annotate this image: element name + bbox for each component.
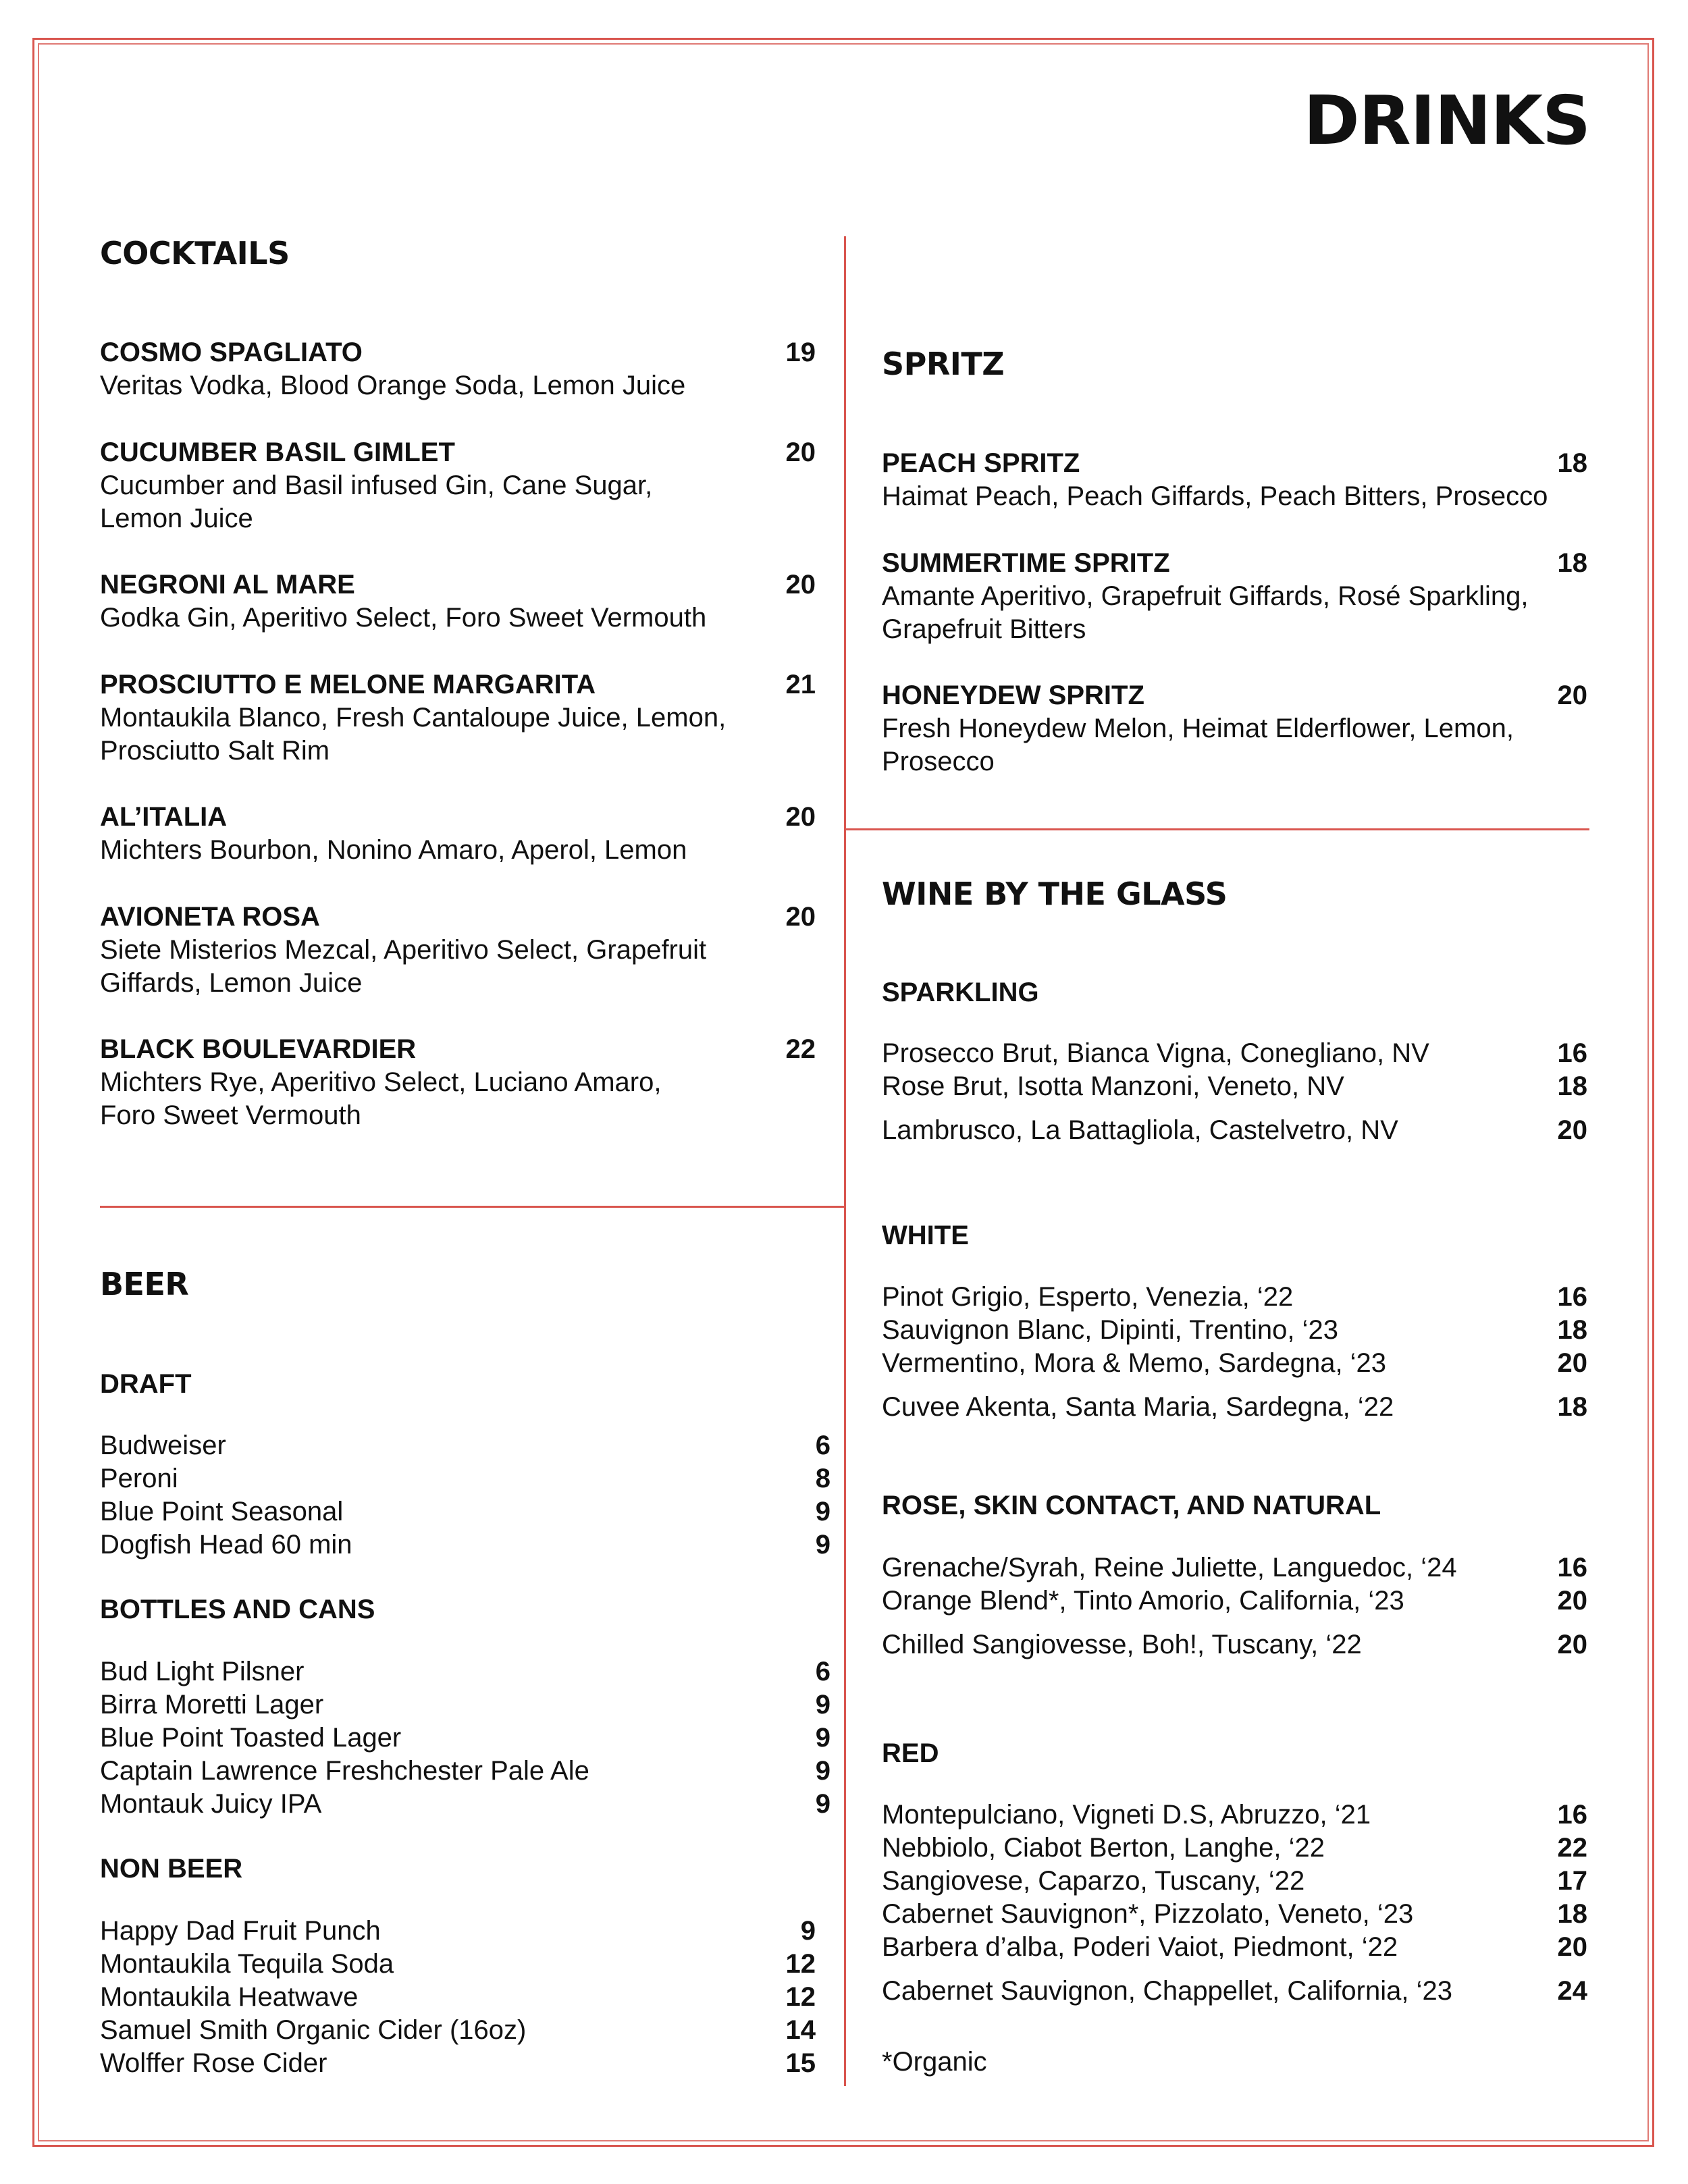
item-name: CUCUMBER BASIL GIMLET [100,437,455,467]
item-name: Birra Moretti Lager [100,1690,324,1720]
menu-item [882,547,1587,646]
item-name: Dogfish Head 60 min [100,1530,352,1560]
list-item [100,1915,816,1948]
item-price: 9 [815,1690,830,1720]
item-name: Bud Light Pilsner [100,1657,305,1686]
non-beer-list [100,1915,816,2080]
item-price: 20 [785,570,816,600]
item-price: 8 [815,1464,830,1493]
wine-heading: WINE BY THE GLASS [882,876,1228,912]
item-price: 9 [800,1916,816,1946]
item-name: Cabernet Sauvignon, Chappellet, California, ‘23 [882,1976,1452,2006]
item-price: 16 [1557,1800,1587,1830]
list-item [882,1070,1587,1103]
list-item [100,1788,830,1821]
item-name: Peroni [100,1464,178,1493]
list-item [882,1037,1587,1070]
list-item [100,1655,830,1688]
item-price: 9 [815,1756,830,1786]
bottles-subheading: BOTTLES AND CANS [100,1595,375,1624]
item-description: Michters Bourbon, Nonino Amaro, Aperol, Lemon [100,835,687,865]
item-name: AVIONETA ROSA [100,902,320,932]
menu-item [100,436,816,535]
item-price: 18 [1557,1071,1587,1101]
item-name: Happy Dad Fruit Punch [100,1916,381,1946]
item-price: 20 [1557,1630,1587,1659]
list-item [882,1931,1587,1964]
page-title: DRINKS [1303,81,1590,160]
item-name: Rose Brut, Isotta Manzoni, Veneto, NV [882,1071,1344,1101]
item-price: 16 [1557,1282,1587,1312]
white-subheading: WHITE [882,1221,969,1250]
item-price: 20 [1557,1932,1587,1962]
item-price: 9 [815,1497,830,1526]
rose-subheading: ROSE, SKIN CONTACT, AND NATURAL [882,1491,1381,1520]
list-item [882,1114,1587,1147]
left-column [100,0,830,2184]
item-name: Barbera d’alba, Poderi Vaiot, Piedmont, ‘22 [882,1932,1398,1962]
list-item [100,1429,830,1462]
item-name: SUMMERTIME SPRITZ [882,548,1170,578]
item-name: HONEYDEW SPRITZ [882,681,1144,710]
list-item [882,1314,1587,1347]
list-item [100,1981,816,2014]
item-name: PROSCIUTTO E MELONE MARGARITA [100,670,596,699]
item-description: Amante Aperitivo, Grapefruit Giffards, Rosé Sparkling, Grapefruit Bitters [882,581,1529,644]
item-price: 18 [1557,548,1587,578]
item-name: Samuel Smith Organic Cider (16oz) [100,2015,527,2045]
item-price: 18 [1557,1315,1587,1345]
item-description: Veritas Vodka, Blood Orange Soda, Lemon Juice [100,371,686,400]
item-name: Blue Point Toasted Lager [100,1723,402,1753]
item-name: Budweiser [100,1431,226,1460]
item-name: Chilled Sangiovesse, Boh!, Tuscany, ‘22 [882,1630,1362,1659]
menu-item [100,1033,816,1132]
item-description: Michters Rye, Aperitivo Select, Luciano Amaro, Foro Sweet Vermouth [100,1067,662,1130]
item-name: Nebbiolo, Ciabot Berton, Langhe, ‘22 [882,1833,1325,1863]
item-price: 18 [1557,1899,1587,1929]
rose-list [882,1551,1587,1661]
list-item [100,1495,830,1528]
item-name: NEGRONI AL MARE [100,570,355,600]
red-subheading: RED [882,1738,939,1768]
item-name: Cuvee Akenta, Santa Maria, Sardegna, ‘22 [882,1392,1394,1422]
list-item [100,1755,830,1788]
item-description: Godka Gin, Aperitivo Select, Foro Sweet Vermouth [100,603,707,633]
list-item [882,1347,1587,1380]
list-item [100,2047,816,2080]
item-price: 24 [1557,1976,1587,2006]
menu-item [100,901,816,1000]
spritz-heading: SPRITZ [882,346,1005,382]
item-name: Sangiovese, Caparzo, Tuscany, ‘22 [882,1866,1305,1896]
list-item [100,1528,830,1562]
draft-subheading: DRAFT [100,1369,192,1399]
list-item [882,1281,1587,1314]
item-price: 20 [785,902,816,932]
non-beer-subheading: NON BEER [100,1854,243,1884]
item-name: COSMO SPAGLIATO [100,338,363,367]
list-item [882,1628,1587,1661]
item-name: Captain Lawrence Freshchester Pale Ale [100,1756,589,1786]
menu-item [882,679,1587,778]
item-price: 14 [785,2015,816,2045]
item-description: Fresh Honeydew Melon, Heimat Elderflower, Lemon, Prosecco [882,714,1514,776]
sparkling-subheading: SPARKLING [882,978,1039,1007]
list-item [100,1722,830,1755]
item-name: Wolffer Rose Cider [100,2048,327,2078]
item-name: AL’ITALIA [100,802,228,832]
item-price: 12 [785,1949,816,1979]
item-price: 18 [1557,1392,1587,1422]
item-price: 22 [1557,1833,1587,1863]
item-name: Orange Blend*, Tinto Amorio, California, ‘23 [882,1586,1404,1616]
item-price: 9 [815,1530,830,1560]
item-price: 20 [1557,1348,1587,1378]
item-description: Cucumber and Basil infused Gin, Cane Sugar, Lemon Juice [100,471,653,533]
item-name: Grenache/Syrah, Reine Juliette, Languedoc, ‘24 [882,1553,1457,1582]
item-description: Siete Misterios Mezcal, Aperitivo Select, Grapefruit Giffards, Lemon Juice [100,935,707,998]
item-price: 18 [1557,448,1587,478]
item-name: Prosecco Brut, Bianca Vigna, Conegliano, NV [882,1038,1429,1068]
item-price: 9 [815,1789,830,1819]
beer-heading: BEER [100,1266,189,1302]
list-item [882,1551,1587,1584]
menu-item [100,668,816,768]
item-description: Haimat Peach, Peach Giffards, Peach Bitters, Prosecco [882,481,1548,511]
list-item [882,1865,1587,1898]
white-list [882,1281,1587,1424]
item-name: Montepulciano, Vigneti D.S, Abruzzo, ‘21 [882,1800,1371,1830]
item-name: Sauvignon Blanc, Dipinti, Trentino, ‘23 [882,1315,1338,1345]
item-name: Montauk Juicy IPA [100,1789,322,1819]
item-price: 20 [1557,1115,1587,1145]
item-price: 17 [1557,1866,1587,1896]
item-name: Lambrusco, La Battagliola, Castelvetro, NV [882,1115,1398,1145]
bottles-list [100,1655,830,1821]
item-price: 21 [785,670,816,699]
draft-list [100,1429,830,1562]
list-item [100,2014,816,2047]
item-price: 16 [1557,1038,1587,1068]
item-price: 12 [785,1982,816,2012]
menu-item [100,801,816,867]
list-item [882,1975,1587,2008]
item-price: 20 [785,437,816,467]
item-price: 22 [785,1034,816,1064]
item-price: 20 [1557,681,1587,710]
item-name: Montaukila Tequila Soda [100,1949,394,1979]
item-name: BLACK BOULEVARDIER [100,1034,417,1064]
item-price: 16 [1557,1553,1587,1582]
menu-item [100,568,816,635]
item-name: Montaukila Heatwave [100,1982,359,2012]
item-name: Pinot Grigio, Esperto, Venezia, ‘22 [882,1282,1294,1312]
list-item [882,1391,1587,1424]
list-item [882,1898,1587,1931]
right-column [882,0,1587,2184]
item-description: Montaukila Blanco, Fresh Cantaloupe Juice, Lemon, Prosciutto Salt Rim [100,703,727,766]
item-name: Blue Point Seasonal [100,1497,344,1526]
item-price: 15 [785,2048,816,2078]
item-price: 20 [785,802,816,832]
sparkling-list [882,1037,1587,1147]
column-divider [844,236,846,2086]
item-price: 9 [815,1723,830,1753]
list-item [882,1832,1587,1865]
item-price: 6 [815,1431,830,1460]
item-price: 20 [1557,1586,1587,1616]
item-name: PEACH SPRITZ [882,448,1080,478]
cocktails-heading: COCKTAILS [100,235,290,271]
item-price: 19 [785,338,816,367]
item-price: 6 [815,1657,830,1686]
red-list [882,1799,1587,2008]
menu-item [100,336,816,402]
list-item [100,1948,816,1981]
item-name: Vermentino, Mora & Memo, Sardegna, ‘23 [882,1348,1387,1378]
list-item [100,1688,830,1722]
menu-item [882,447,1587,513]
footnote: *Organic [882,2047,987,2077]
list-item [882,1584,1587,1618]
item-name: Cabernet Sauvignon*, Pizzolato, Veneto, ‘23 [882,1899,1414,1929]
list-item [882,1799,1587,1832]
list-item [100,1462,830,1495]
